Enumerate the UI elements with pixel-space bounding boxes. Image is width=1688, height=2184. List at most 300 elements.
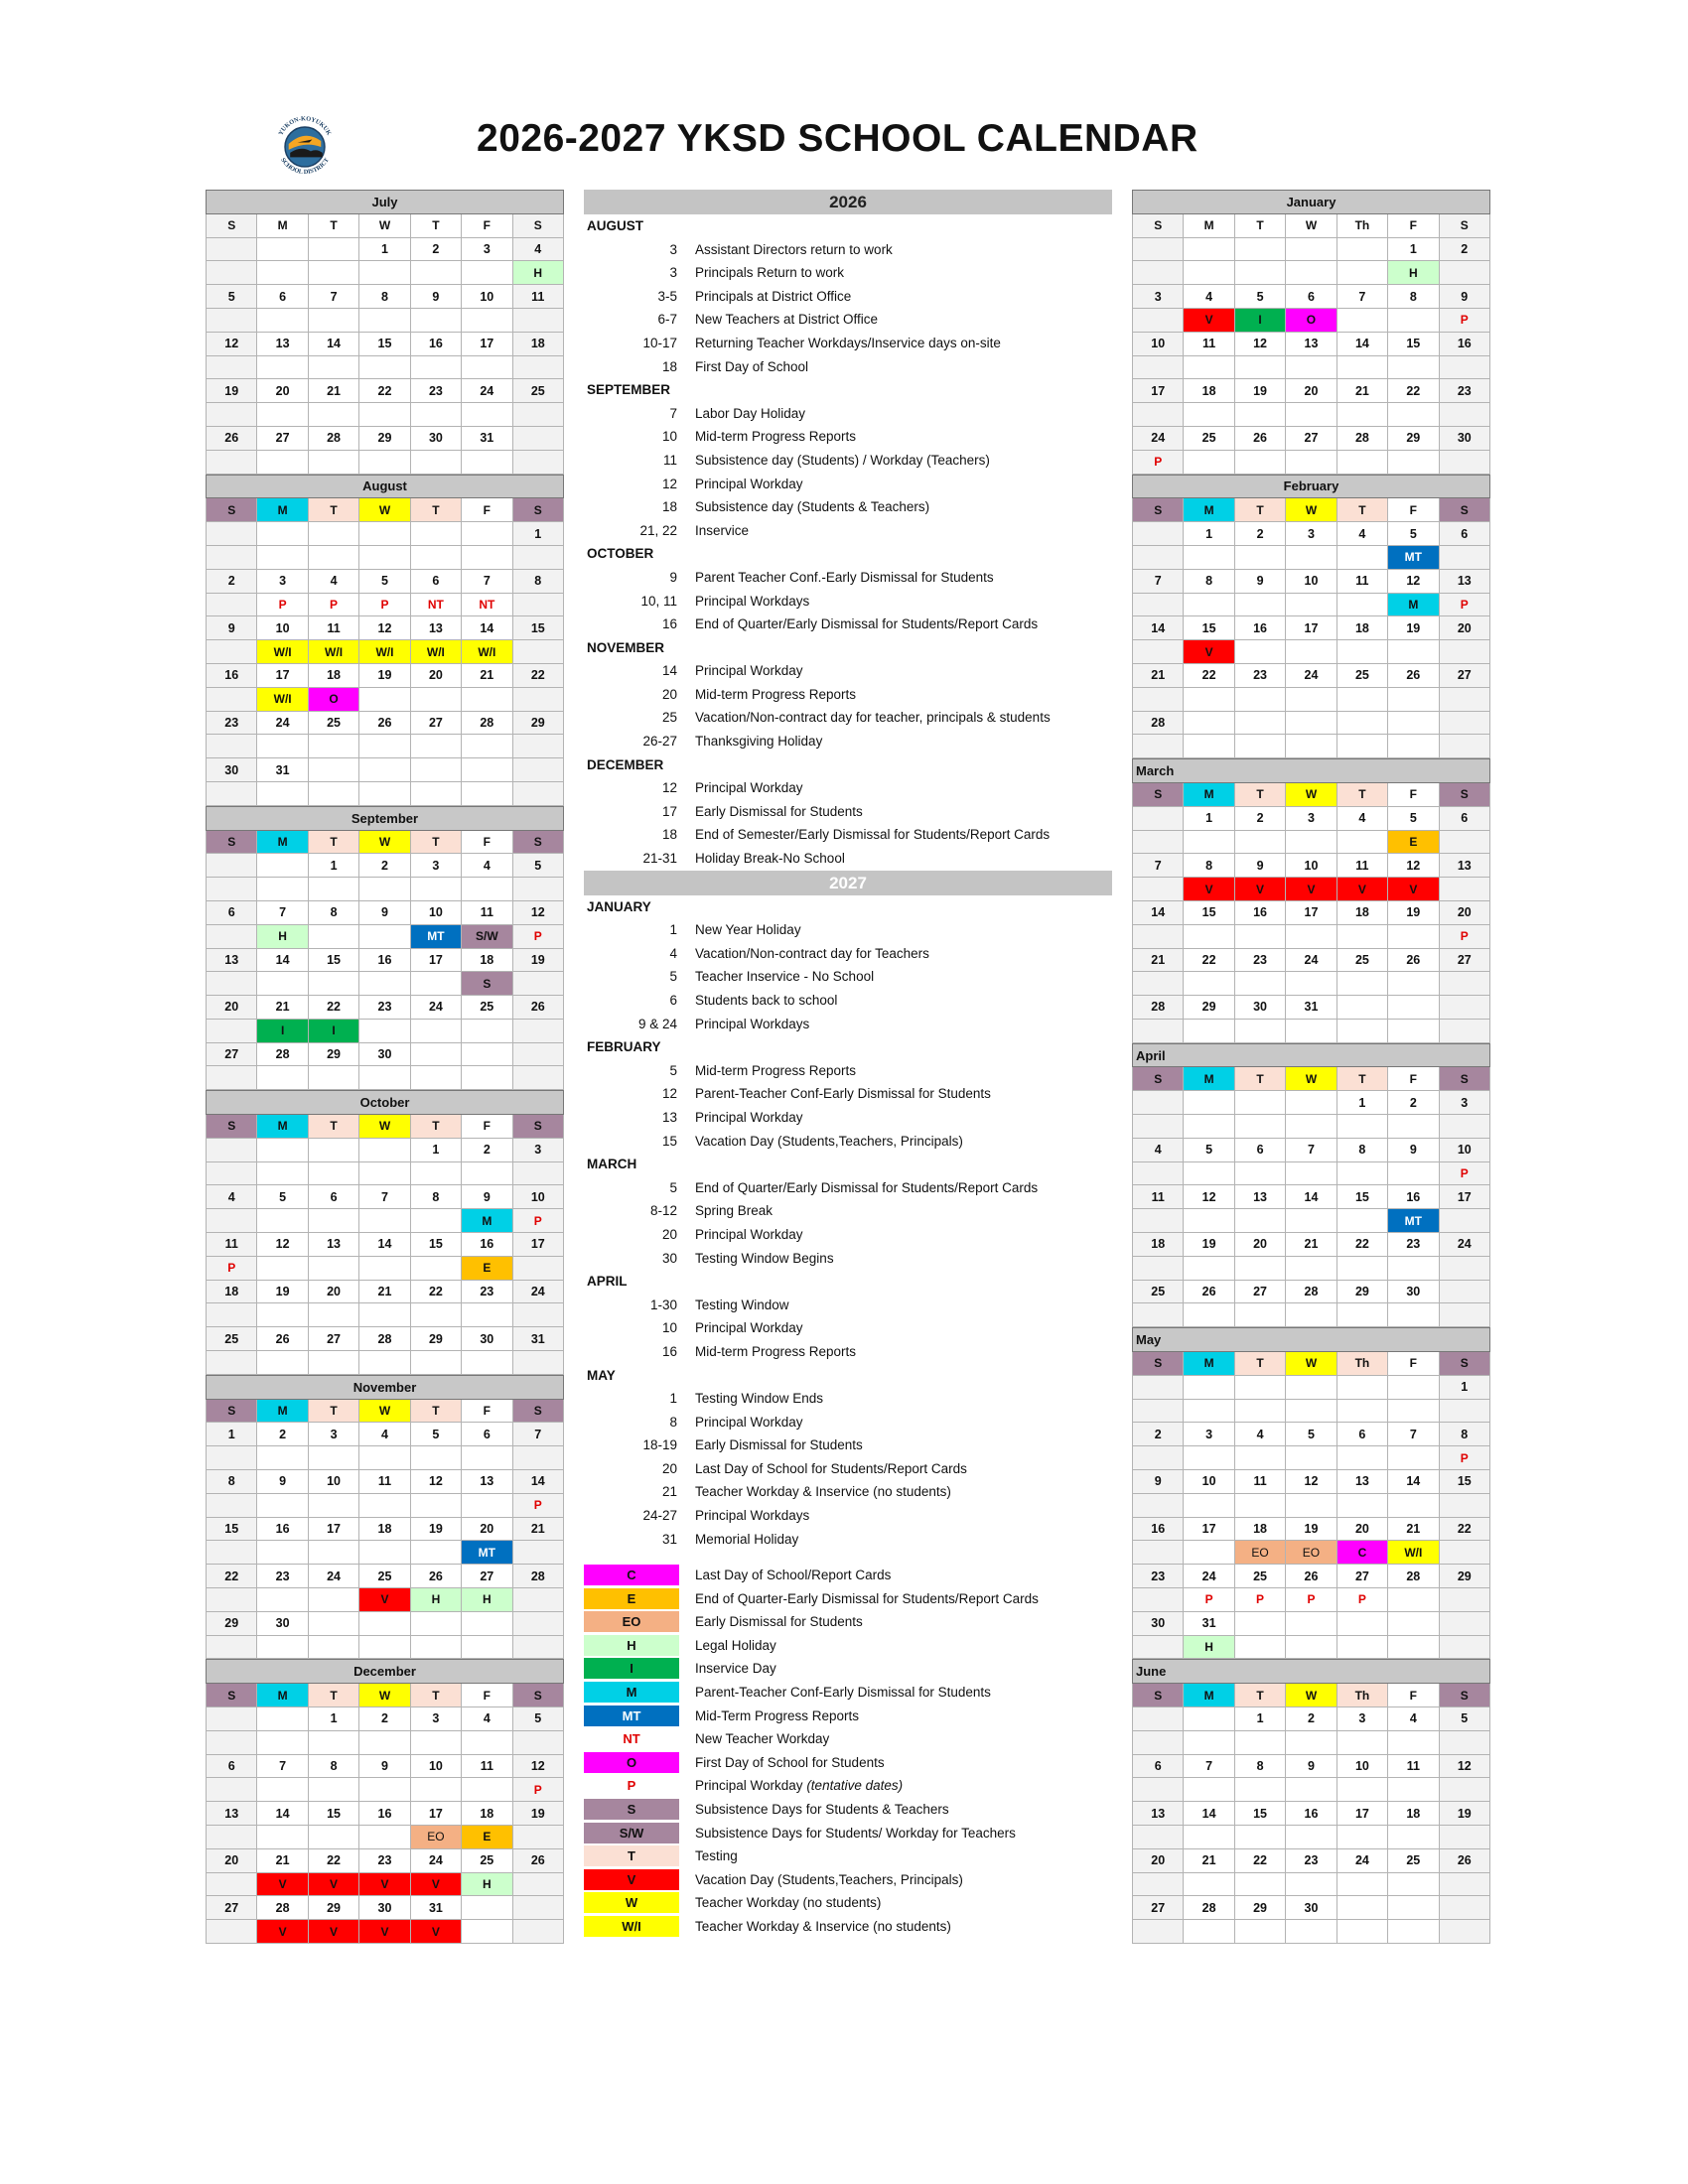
legend-label	[695, 1844, 738, 1868]
day-cell	[1286, 1375, 1336, 1399]
day-cell: 12	[359, 616, 410, 640]
day-cell: 8	[410, 1185, 461, 1209]
day-marker: E	[462, 1825, 512, 1848]
day-marker	[1439, 972, 1489, 996]
day-cell: 11	[359, 1470, 410, 1494]
day-cell: 25	[359, 1565, 410, 1588]
day-cell: 3	[410, 1707, 461, 1731]
day-cell: 29	[1439, 1565, 1489, 1588]
day-marker	[359, 545, 410, 569]
day-cell	[462, 758, 512, 782]
day-marker: I	[1234, 308, 1285, 332]
day-cell: 30	[1286, 1896, 1336, 1920]
day-marker	[359, 355, 410, 379]
day-marker	[359, 1209, 410, 1233]
day-marker	[308, 1066, 358, 1090]
day-cell: 3	[1286, 806, 1336, 830]
day-cell: 18	[1133, 1233, 1184, 1257]
day-cell: 16	[207, 663, 257, 687]
legend-swatch: V	[584, 1869, 679, 1890]
day-marker	[308, 1635, 358, 1659]
day-marker	[1133, 1920, 1184, 1944]
event-date: 12	[661, 476, 677, 491]
legend-label-text: Vacation Day (Students,Teachers, Principals)	[695, 1871, 963, 1887]
day-marker	[308, 878, 358, 901]
weekday-header: S	[1133, 213, 1184, 237]
day-marker: V	[308, 1920, 358, 1944]
day-cell: 1	[1234, 1707, 1285, 1731]
day-marker	[1439, 687, 1489, 711]
legend-item	[584, 1798, 1112, 1822]
day-marker	[1388, 403, 1439, 427]
day-cell: 8	[359, 285, 410, 309]
event-row	[584, 449, 1112, 473]
event-month-heading: MAY	[587, 1367, 616, 1383]
day-cell	[257, 1707, 308, 1731]
day-marker	[1286, 355, 1336, 379]
day-cell: 2	[1234, 806, 1285, 830]
day-cell: 28	[257, 1896, 308, 1920]
weekday-header: W	[359, 1115, 410, 1139]
event-date: 18	[661, 358, 677, 374]
day-marker	[1336, 972, 1387, 996]
day-cell	[308, 237, 358, 261]
day-marker	[308, 308, 358, 332]
day-marker	[1133, 1446, 1184, 1470]
event-date: 3-5	[657, 288, 677, 304]
day-marker	[1439, 403, 1489, 427]
day-marker: MT	[1388, 545, 1439, 569]
day-cell: 21	[1336, 379, 1387, 403]
day-marker: H	[1184, 1635, 1234, 1659]
day-marker	[1336, 1825, 1387, 1848]
day-cell: 10	[462, 285, 512, 309]
day-marker	[1439, 1778, 1489, 1802]
event-text: Memorial Holiday	[695, 1531, 799, 1547]
day-cell: 27	[207, 1896, 257, 1920]
day-cell: 11	[1184, 332, 1234, 355]
day-cell: 30	[410, 426, 461, 450]
day-cell: 23	[1133, 1565, 1184, 1588]
legend-label-text: New Teacher Workday	[695, 1731, 830, 1747]
day-marker	[1133, 261, 1184, 285]
day-marker	[1133, 1019, 1184, 1042]
day-cell	[512, 1896, 563, 1920]
day-cell: 1	[1184, 522, 1234, 546]
weekday-header: T	[308, 1399, 358, 1423]
day-cell	[207, 854, 257, 878]
day-marker	[1133, 1872, 1184, 1896]
day-marker	[1388, 1635, 1439, 1659]
month-name: August	[207, 475, 564, 498]
day-marker	[1336, 1256, 1387, 1280]
day-marker	[1388, 1778, 1439, 1802]
weekday-header: T	[308, 213, 358, 237]
day-marker	[1184, 1303, 1234, 1327]
event-date: 5	[669, 969, 677, 985]
day-cell: 6	[207, 1754, 257, 1778]
day-marker	[359, 450, 410, 474]
event-date: 17	[661, 803, 677, 819]
day-cell: 29	[308, 1896, 358, 1920]
day-marker	[410, 1209, 461, 1233]
day-cell: 23	[1234, 663, 1285, 687]
day-marker	[1133, 545, 1184, 569]
day-marker	[1133, 735, 1184, 758]
day-cell: 13	[207, 1802, 257, 1826]
day-marker	[257, 545, 308, 569]
day-cell	[308, 1138, 358, 1161]
day-marker: MT	[410, 924, 461, 948]
weekday-header: W	[1286, 498, 1336, 522]
event-text: End of Quarter/Early Dismissal for Students/Report Cards	[695, 1179, 1039, 1195]
weekday-header: M	[1184, 498, 1234, 522]
weekday-header: F	[1388, 1352, 1439, 1376]
day-cell: 4	[1336, 522, 1387, 546]
day-marker: E	[1388, 830, 1439, 854]
day-cell: 24	[1336, 1848, 1387, 1872]
month-name: June	[1133, 1660, 1490, 1684]
legend-label-text: Principal Workday	[695, 1778, 803, 1794]
events-column	[584, 190, 1112, 1551]
event-row	[584, 473, 1112, 496]
day-cell: 14	[1133, 616, 1184, 640]
day-marker	[1133, 1588, 1184, 1612]
day-marker	[308, 355, 358, 379]
day-marker	[1133, 1115, 1184, 1139]
day-cell: 5	[1388, 522, 1439, 546]
day-marker	[1234, 924, 1285, 948]
day-cell	[410, 1611, 461, 1635]
legend-label	[695, 1587, 1039, 1611]
day-marker	[257, 1493, 308, 1517]
day-marker	[359, 1303, 410, 1327]
day-cell	[308, 758, 358, 782]
weekday-header: S	[1133, 1352, 1184, 1376]
day-marker	[410, 1493, 461, 1517]
day-marker	[512, 735, 563, 758]
day-marker	[1439, 1115, 1489, 1139]
day-cell: 26	[1184, 1280, 1234, 1303]
day-cell	[512, 1042, 563, 1066]
day-marker: P	[1133, 450, 1184, 474]
event-row	[584, 1130, 1112, 1154]
event-date: 24-27	[642, 1508, 677, 1524]
day-cell: 18	[462, 948, 512, 972]
day-marker	[359, 261, 410, 285]
weekday-header: F	[1388, 782, 1439, 806]
day-marker	[308, 781, 358, 805]
day-cell: 29	[359, 426, 410, 450]
day-marker	[207, 640, 257, 664]
weekday-header: S	[207, 1399, 257, 1423]
day-cell: 6	[257, 285, 308, 309]
day-cell	[1133, 237, 1184, 261]
day-cell: 19	[1388, 900, 1439, 924]
day-cell: 31	[512, 1327, 563, 1351]
day-cell: 22	[512, 663, 563, 687]
weekday-header: T	[410, 1399, 461, 1423]
legend-label-text: First Day of School for Students	[695, 1754, 885, 1770]
day-cell: 19	[1439, 1802, 1489, 1826]
day-marker	[512, 640, 563, 664]
day-marker	[512, 1351, 563, 1375]
event-month-heading: MARCH	[587, 1157, 637, 1172]
event-row	[584, 823, 1112, 847]
day-marker	[1286, 1209, 1336, 1233]
day-cell: 1	[308, 854, 358, 878]
event-text: End of Semester/Early Dismissal for Students/Report Cards	[695, 827, 1051, 843]
day-marker	[512, 1066, 563, 1090]
day-cell: 1	[359, 237, 410, 261]
day-cell: 21	[308, 379, 358, 403]
day-marker	[257, 261, 308, 285]
event-row	[584, 1411, 1112, 1434]
event-date: 15	[661, 1133, 677, 1149]
event-text: First Day of School	[695, 358, 809, 374]
day-marker: V	[257, 1920, 308, 1944]
legend-label	[695, 1774, 903, 1798]
day-cell: 16	[257, 1517, 308, 1541]
day-cell: 7	[1133, 854, 1184, 878]
day-marker	[308, 1351, 358, 1375]
day-marker	[1286, 1635, 1336, 1659]
day-cell: 23	[1234, 948, 1285, 972]
day-cell	[1234, 1611, 1285, 1635]
day-marker	[1184, 1399, 1234, 1423]
day-marker: V	[1336, 878, 1387, 901]
day-cell: 21	[1388, 1517, 1439, 1541]
day-cell: 23	[410, 379, 461, 403]
month-name: April	[1133, 1043, 1490, 1067]
day-marker	[207, 1493, 257, 1517]
day-marker	[462, 355, 512, 379]
legend	[584, 1564, 1112, 1939]
day-marker	[1336, 1115, 1387, 1139]
legend-swatch: E	[584, 1588, 679, 1609]
event-month-heading: DECEMBER	[587, 756, 664, 772]
day-marker	[1286, 1730, 1336, 1754]
day-cell: 19	[207, 379, 257, 403]
day-cell: 6	[1286, 285, 1336, 309]
day-cell	[1133, 1375, 1184, 1399]
day-cell: 19	[1286, 1517, 1336, 1541]
day-cell	[257, 854, 308, 878]
weekday-header: M	[257, 213, 308, 237]
month-august	[206, 475, 564, 806]
event-row	[584, 495, 1112, 519]
day-marker	[462, 1635, 512, 1659]
day-marker	[207, 924, 257, 948]
day-cell: 27	[410, 711, 461, 735]
day-cell: 10	[257, 616, 308, 640]
event-row	[584, 1457, 1112, 1481]
event-row	[584, 1316, 1112, 1340]
day-cell: 25	[1336, 663, 1387, 687]
event-text: Mid-term Progress Reports	[695, 1062, 857, 1078]
day-cell	[1336, 1611, 1387, 1635]
day-cell: 10	[1439, 1138, 1489, 1161]
event-text: New Year Holiday	[695, 922, 801, 938]
day-cell: 20	[257, 379, 308, 403]
event-text: Subsistence day (Students) / Workday (Teachers)	[695, 452, 990, 468]
day-marker: P	[1439, 1446, 1489, 1470]
day-cell: 4	[308, 569, 358, 593]
day-marker	[1133, 1635, 1184, 1659]
day-cell: 17	[1336, 1802, 1387, 1826]
event-date: 6	[669, 993, 677, 1008]
day-marker	[1133, 972, 1184, 996]
month-name: November	[207, 1375, 564, 1399]
day-marker	[1336, 450, 1387, 474]
weekday-header: S	[1439, 782, 1489, 806]
month-name: May	[1133, 1328, 1490, 1352]
day-marker: V	[1184, 640, 1234, 664]
weekday-header: T	[1336, 1067, 1387, 1091]
day-marker: I	[308, 1019, 358, 1042]
day-marker	[1234, 1256, 1285, 1280]
day-marker	[512, 1303, 563, 1327]
day-cell: 30	[359, 1042, 410, 1066]
day-cell: 13	[1439, 569, 1489, 593]
legend-item	[584, 1564, 1112, 1587]
day-marker	[1133, 1493, 1184, 1517]
day-marker	[308, 1825, 358, 1848]
day-marker	[1388, 1303, 1439, 1327]
event-text: Teacher Workday & Inservice (no students)	[695, 1484, 951, 1500]
day-marker	[1133, 1161, 1184, 1185]
weekday-header: M	[1184, 1352, 1234, 1376]
event-date: 9	[669, 569, 677, 585]
event-row	[584, 1223, 1112, 1247]
day-cell: 22	[410, 1280, 461, 1303]
day-marker: V	[1234, 878, 1285, 901]
day-cell: 26	[1388, 663, 1439, 687]
event-month-heading: OCTOBER	[587, 546, 654, 562]
day-cell	[359, 758, 410, 782]
day-cell: 29	[1336, 1280, 1387, 1303]
day-marker	[207, 1209, 257, 1233]
day-marker: S/W	[462, 924, 512, 948]
day-cell: 27	[308, 1327, 358, 1351]
day-cell: 8	[1336, 1138, 1387, 1161]
event-date: 1-30	[649, 1297, 677, 1312]
day-cell: 29	[410, 1327, 461, 1351]
day-cell	[1388, 1611, 1439, 1635]
day-marker	[1388, 687, 1439, 711]
day-cell: 6	[308, 1185, 358, 1209]
weekday-header: S	[1439, 213, 1489, 237]
day-cell: 4	[1184, 285, 1234, 309]
weekday-header: S	[1439, 1684, 1489, 1707]
day-marker	[308, 545, 358, 569]
day-cell: 17	[308, 1517, 358, 1541]
day-marker	[359, 403, 410, 427]
day-marker	[1286, 1399, 1336, 1423]
legend-label	[695, 1657, 776, 1681]
day-cell: 20	[1286, 379, 1336, 403]
day-marker	[1133, 1778, 1184, 1802]
day-marker	[462, 1493, 512, 1517]
legend-item	[584, 1844, 1112, 1868]
legend-swatch: MT	[584, 1706, 679, 1726]
day-marker	[462, 403, 512, 427]
day-marker	[512, 1635, 563, 1659]
district-logo	[268, 107, 342, 181]
event-row	[584, 1387, 1112, 1411]
event-text: Principal Workdays	[695, 593, 810, 609]
month-name: March	[1133, 759, 1490, 783]
day-cell: 26	[1388, 948, 1439, 972]
day-marker: O	[1286, 308, 1336, 332]
event-text: Principal Workday	[695, 1109, 803, 1125]
events-2026	[584, 190, 1112, 871]
weekday-header: S	[1133, 782, 1184, 806]
day-cell: 22	[308, 1848, 358, 1872]
weekday-header: T	[1234, 1684, 1285, 1707]
day-cell: 29	[1388, 426, 1439, 450]
year-header: 2027	[584, 871, 1112, 895]
day-marker	[512, 450, 563, 474]
event-date: 9 & 24	[637, 1016, 677, 1031]
event-date: 5	[669, 1062, 677, 1078]
day-marker	[257, 1209, 308, 1233]
day-marker	[1388, 1872, 1439, 1896]
day-cell: 5	[257, 1185, 308, 1209]
day-marker: W/I	[462, 640, 512, 664]
day-cell: 16	[1133, 1517, 1184, 1541]
event-text: End of Quarter/Early Dismissal for Students/Report Cards	[695, 616, 1039, 632]
day-cell: 11	[1133, 1185, 1184, 1209]
day-marker	[1388, 1588, 1439, 1612]
event-row	[584, 800, 1112, 824]
weekday-header: T	[1234, 782, 1285, 806]
day-cell: 9	[257, 1470, 308, 1494]
day-marker	[1439, 735, 1489, 758]
day-marker	[410, 1351, 461, 1375]
day-marker	[1388, 1446, 1439, 1470]
day-cell: 10	[410, 1754, 461, 1778]
event-date: 20	[661, 686, 677, 702]
day-marker	[1336, 1635, 1387, 1659]
day-marker	[1439, 450, 1489, 474]
day-marker	[207, 1730, 257, 1754]
event-text: Inservice	[695, 522, 750, 538]
day-marker	[1336, 593, 1387, 616]
day-cell: 27	[1439, 663, 1489, 687]
day-cell: 18	[308, 663, 358, 687]
day-marker	[512, 1446, 563, 1470]
day-marker	[1336, 1303, 1387, 1327]
event-text: Principal Workdays	[695, 1016, 810, 1031]
day-cell: 3	[512, 1138, 563, 1161]
day-cell: 18	[512, 332, 563, 355]
weekday-header: W	[359, 498, 410, 522]
legend-swatch: C	[584, 1565, 679, 1585]
day-marker	[207, 1351, 257, 1375]
day-cell: 7	[1133, 569, 1184, 593]
day-cell	[1133, 806, 1184, 830]
day-marker	[1336, 1161, 1387, 1185]
day-cell: 15	[308, 1802, 358, 1826]
day-cell: 10	[1184, 1470, 1234, 1494]
day-cell: 14	[1286, 1185, 1336, 1209]
weekday-header: Th	[1336, 1684, 1387, 1707]
day-cell: 25	[462, 1848, 512, 1872]
legend-label-text: Last Day of School/Report Cards	[695, 1568, 892, 1582]
day-marker	[1184, 403, 1234, 427]
day-marker	[257, 308, 308, 332]
